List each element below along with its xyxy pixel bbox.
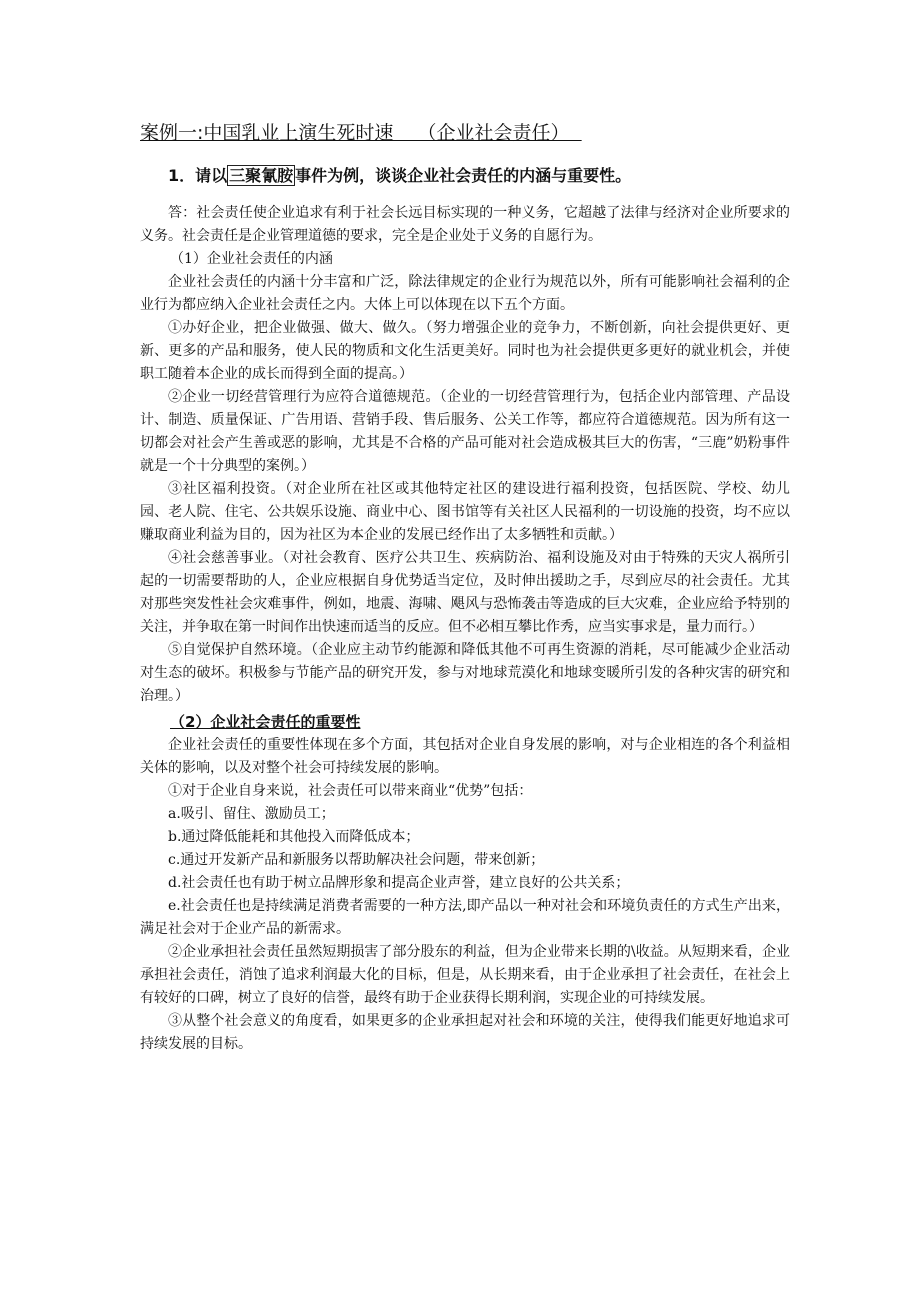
section2-point2: ②企业承担社会责任虽然短期损害了部分股东的利益，但为企业带来长期的\收益。从短期来看，企业承担社会责任，消蚀了追求利润最大化的目标，但是，从长期来看，由于企业承担了社会责任，在社会上有较好的口碑，树立了良好的信誉，最终有助于企业获得长期利润，实现企业的可持续发展。 xyxy=(140,944,790,1006)
question-suffix: 事件为例，谈谈企业社会责任的内涵与重要性。 xyxy=(295,166,632,185)
benefit-item: e.社会责任也是持续满足消费者需要的一种方法,即产品以一种对社会和环境负责任的方式生产出来，满足社会对于企业产品的新需求。 xyxy=(140,898,790,937)
benefit-item: a.吸引、留住、激励员工； xyxy=(168,806,335,822)
section2-heading: （2）企业社会责任的重要性 xyxy=(170,713,361,731)
boxed-keyword: 三聚氰胺 xyxy=(229,166,294,185)
section1-intro: 企业社会责任的内涵十分丰富和广泛，除法律规定的企业行为规范以外，所有可能影响社会福利的企业行为都应纳入企业社会责任之内。大体上可以体现在以下五个方面。 xyxy=(140,274,790,313)
document-page xyxy=(140,118,790,1056)
section1-item: ④社会慈善事业。（对社会教育、医疗公共卫生、疾病防治、福利设施及对由于特殊的天灾人祸所引起的一切需要帮助的人，企业应根据自身优势适当定位，及时伸出援助之手，尽到应尽的社会责任。尤其对那些突发性社会灾难事件，例如，地震、海啸、飓风与恐怖袭击等造成的巨大灾难，企业应给予特别的关注，并争取在第一时间作出快速而适当的反应。但不必相互攀比作秀，应当实事求是，量力而行。） xyxy=(140,550,790,635)
section1-item: ①办好企业，把企业做强、做大、做久。（努力增强企业的竞争力，不断创新，向社会提供更好、更新、更多的产品和服务，使人民的物质和文化生活更美好。同时也为社会提供更多更好的就业机会，并使职工随着本企业的成长而得到全面的提高。） xyxy=(140,320,790,382)
question-1 xyxy=(168,162,790,190)
case-title: 案例一:中国乳业上演生死时速 （企业社会责任） xyxy=(140,122,582,144)
section2-point3: ③从整个社会意义的角度看，如果更多的企业承担起对社会和环境的关注，使得我们能更好地追求可持续发展的目标。 xyxy=(140,1013,790,1052)
benefit-item: c.通过开发新产品和新服务以帮助解决社会问题，带来创新； xyxy=(168,852,545,868)
section2-point1: ①对于企业自身来说，社会责任可以带来商业“优势”包括： xyxy=(168,783,533,799)
question-prefix: 1．请以 xyxy=(168,166,228,185)
section1-item: ②企业一切经营管理行为应符合道德规范。（企业的一切经营管理行为，包括企业内部管理、产品设计、制造、质量保证、广告用语、营销手段、售后服务、公关工作等，都应符合道德规范。因为所有这一切都会对社会产生善或恶的影响，尤其是不合格的产品可能对社会造成极其巨大的伤害，“三鹿”奶粉事件就是一个十分典型的案例。） xyxy=(140,389,790,474)
section1-item: ⑤自觉保护自然环境。（企业应主动节约能源和降低其他不可再生资源的消耗，尽可能减少企业活动对生态的破坏。积极参与节能产品的研究开发，参与对地球荒漠化和地球变暖所引发的各种灾害的研究和治理。） xyxy=(140,642,790,704)
benefit-item: d.社会责任也有助于树立品牌形象和提高企业声誉，建立良好的公共关系； xyxy=(168,875,630,891)
section2-intro: 企业社会责任的重要性体现在多个方面，其包括对企业自身发展的影响，对与企业相连的各个利益相关体的影响，以及对整个社会可持续发展的影响。 xyxy=(140,737,790,776)
answer-intro: 答：社会责任使企业追求有利于社会长远目标实现的一种义务，它超越了法律与经济对企业所要求的义务。社会责任是企业管理道德的要求，完全是企业处于义务的自愿行为。 xyxy=(140,205,790,244)
benefit-item: b.通过降低能耗和其他投入而降低成本； xyxy=(168,829,420,845)
section1-item: ③社区福利投资。（对企业所在社区或其他特定社区的建设进行福利投资，包括医院、学校、幼儿园、老人院、住宅、公共娱乐设施、商业中心、图书馆等有关社区人民福利的一切设施的投资，均不应以赚取商业利益为目的，因为社区为本企业的发展已经作出了太多牺牲和贡献。） xyxy=(140,481,790,543)
section1-heading: （1）企业社会责任的内涵 xyxy=(170,251,333,267)
